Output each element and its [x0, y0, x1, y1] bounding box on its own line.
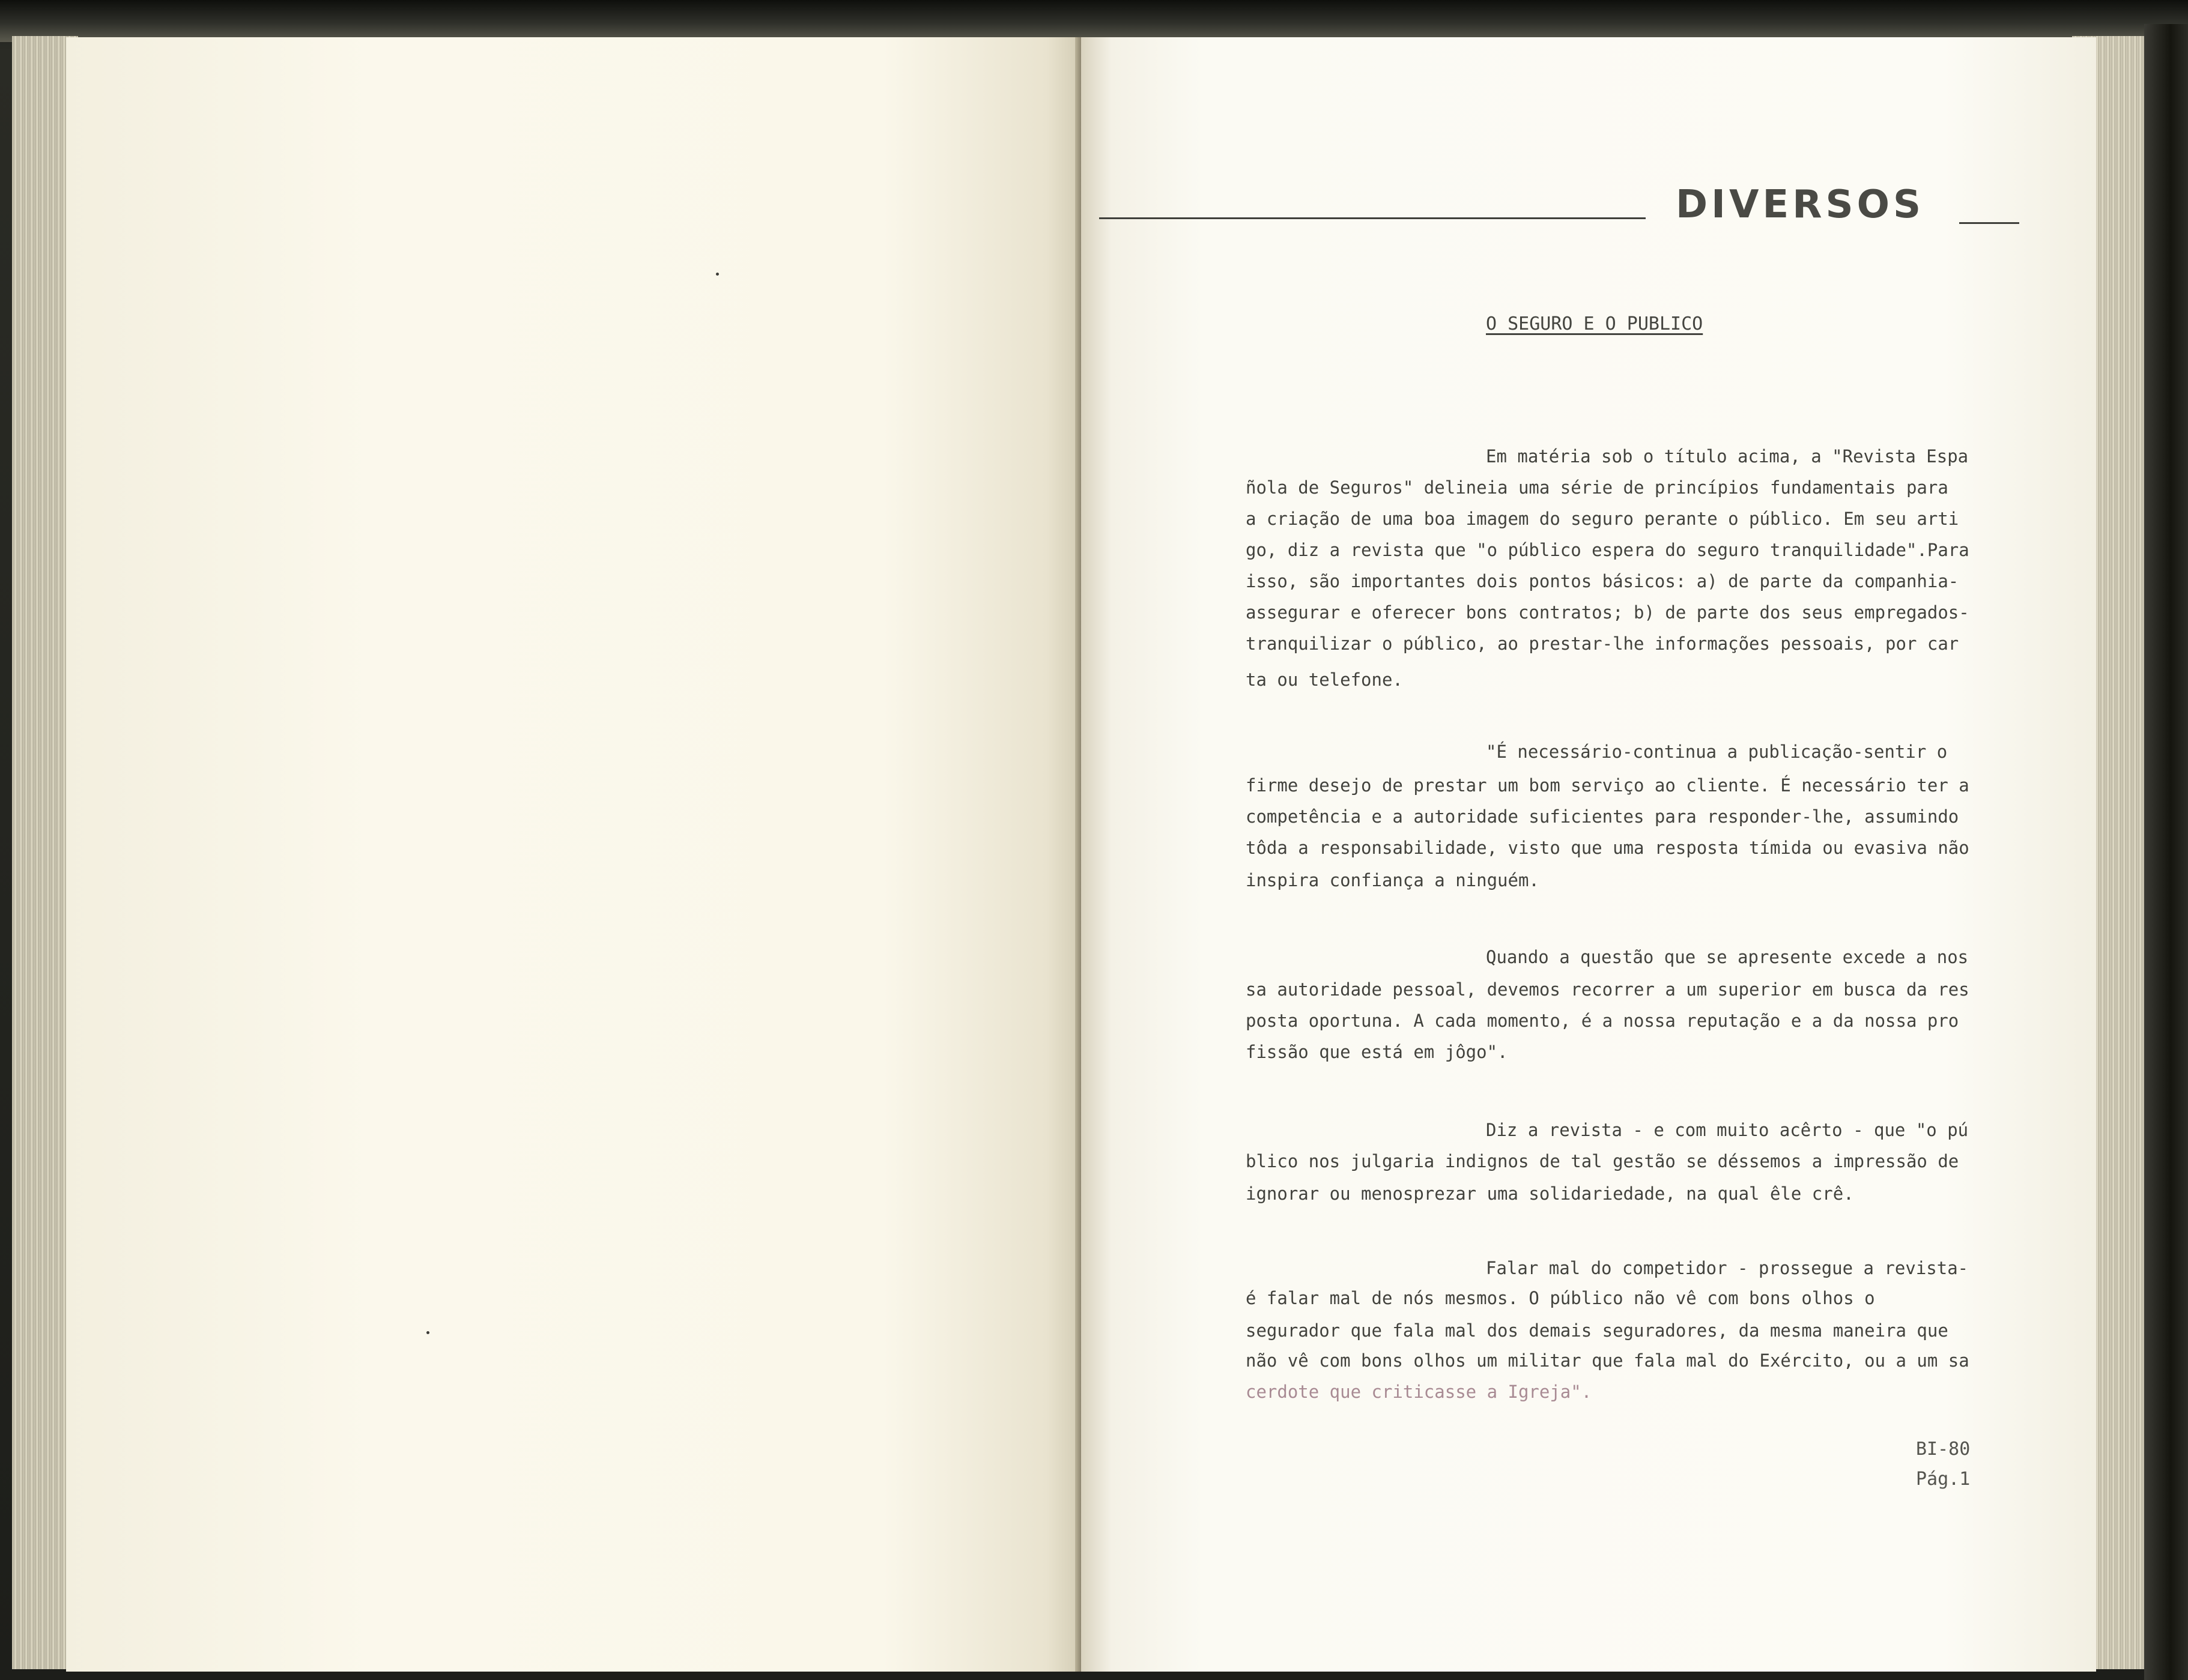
section-title: DIVERSOS: [1676, 183, 1925, 227]
blank-left-page: [66, 37, 1087, 1672]
text-line: a criação de uma boa imagem do seguro perante o público. Em seu arti: [1246, 509, 1959, 529]
text-line: ñola de Seguros" delineia uma série de princípios fundamentais para: [1246, 477, 1948, 498]
text-line: ignorar ou menosprezar uma solidariedade, na qual êle crê.: [1246, 1183, 1854, 1204]
text-line: Em matéria sob o título acima, a "Revista Espa: [1486, 446, 1969, 467]
text-line: posta oportuna. A cada momento, é a nossa reputação e a da nossa pro: [1246, 1011, 1959, 1031]
page-number: Pág.1: [1916, 1469, 1971, 1490]
text-line: competência e a autoridade suficientes para responder-lhe, assumindo: [1246, 806, 1959, 827]
text-line: segurador que fala mal dos demais seguradores, da mesma maneira que: [1246, 1320, 1948, 1341]
text-line: sa autoridade pessoal, devemos recorrer a um superior em busca da res: [1246, 979, 1969, 1000]
text-line: Diz a revista - e com muito acêrto - que "o pú: [1486, 1120, 1969, 1140]
text-line: cerdote que criticasse a Igreja".: [1246, 1382, 1592, 1402]
text-line: fissão que está em jôgo".: [1246, 1042, 1508, 1062]
text-line: "É necessário-continua a publicação-sentir o: [1486, 742, 1948, 762]
bulletin-code: BI-80: [1916, 1439, 1971, 1460]
header-rule-left: [1099, 217, 1646, 219]
text-line: é falar mal de nós mesmos. O público não vê com bons olhos o: [1246, 1288, 1875, 1308]
article-title: O SEGURO E O PUBLICO: [1486, 313, 1703, 334]
text-line: ta ou telefone.: [1246, 669, 1403, 690]
book-top-edge: [0, 0, 2188, 42]
text-line: blico nos julgaria indignos de tal gestão se déssemos a impressão de: [1246, 1151, 1959, 1171]
text-line: firme desejo de prestar um bom serviço ao cliente. É necessário ter a: [1246, 775, 1969, 796]
text-line: inspira confiança a ninguém.: [1246, 870, 1539, 890]
paper-speck: [426, 1331, 429, 1334]
header-rule-right: [1959, 222, 2019, 224]
paper-speck: [716, 273, 719, 276]
text-line: Quando a questão que se apresente excede a nos: [1486, 947, 1969, 967]
text-line: Falar mal do competidor - prossegue a revista-: [1486, 1258, 1969, 1278]
book-cover-edge: [2144, 24, 2188, 1680]
text-line: tôda a responsabilidade, visto que uma resposta tímida ou evasiva não: [1246, 838, 1969, 858]
text-line: assegurar e oferecer bons contratos; b) de parte dos seus empregados-: [1246, 602, 1969, 623]
text-line: tranquilizar o público, ao prestar-lhe informações pessoais, por car: [1246, 633, 1959, 654]
text-line: go, diz a revista que "o público espera do seguro tranquilidade".Para: [1246, 540, 1969, 560]
text-line: não vê com bons olhos um militar que fala mal do Exército, ou a um sa: [1246, 1350, 1969, 1371]
text-line: isso, são importantes dois pontos básicos: a) de parte da companhia-: [1246, 571, 1959, 591]
